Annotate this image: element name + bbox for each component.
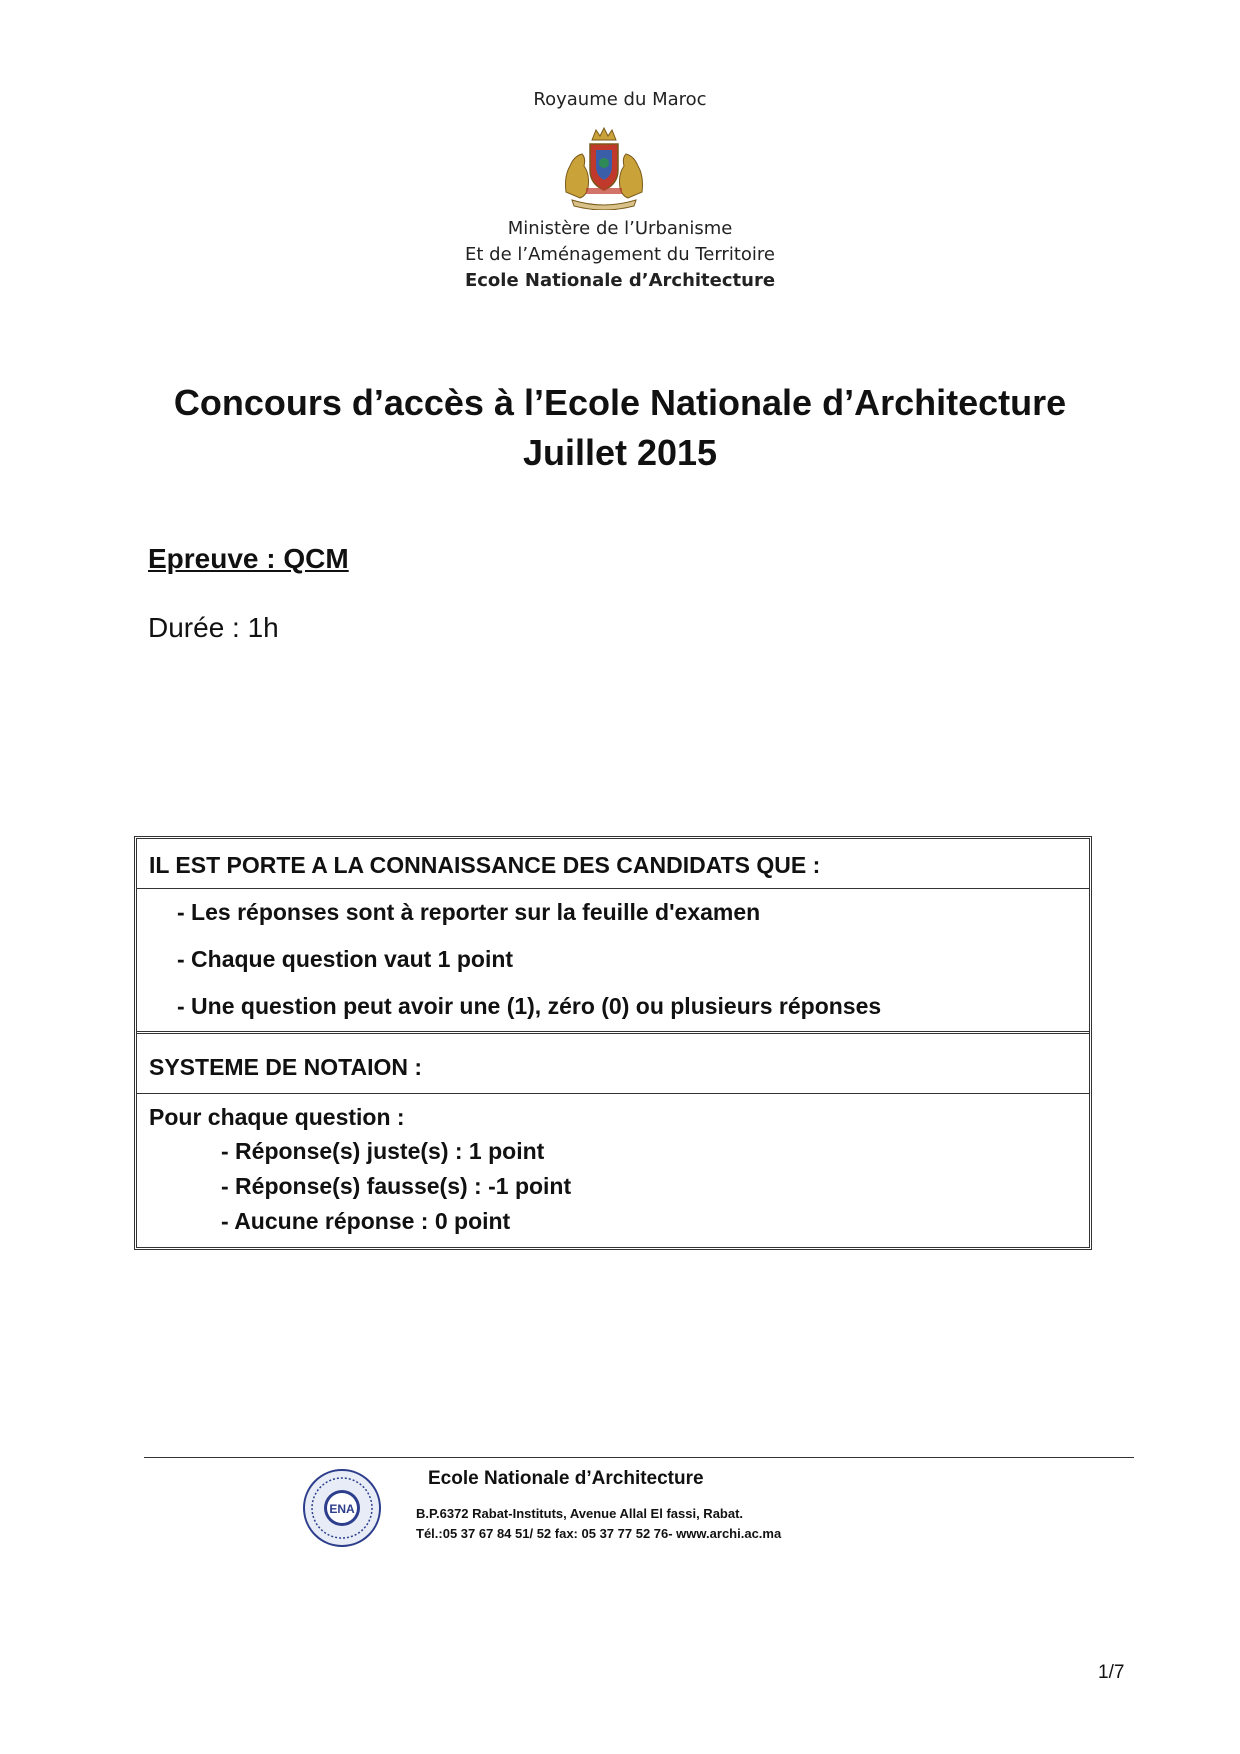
school-name: Ecole Nationale d’Architecture [464,270,776,291]
ministry-line-2: Et de l’Aménagement du Territoire [465,244,775,265]
title-line-2: Juillet 2015 [522,432,718,473]
seal-text: ENA [329,1502,355,1516]
instructions-list [137,889,1089,1034]
notation-item: - Réponse(s) fausse(s) : -1 point [221,1173,572,1199]
kingdom-label: Royaume du Maroc [533,89,707,110]
instructions-heading: IL EST PORTE A LA CONNAISSANCE DES CANDIDATS QUE : [137,839,1089,889]
notation-list [137,1094,1089,1244]
footer-divider [144,1457,1134,1458]
instruction-item: - Une question peut avoir une (1), zéro (0) ou plusieurs réponses [177,993,882,1019]
instruction-item: - Chaque question vaut 1 point [177,946,514,972]
page-number: 1/7 [1098,1662,1125,1683]
school-seal-icon [302,1468,382,1548]
ministry-block [0,216,1240,294]
title-line-1: Concours d’accès à l’Ecole Nationale d’Architecture [173,382,1067,423]
notation-lead: Pour chaque question : [149,1104,405,1130]
footer-school-name: Ecole Nationale d’Architecture [428,1468,704,1489]
ministry-line-1: Ministère de l’Urbanisme [507,218,733,239]
footer-contact: Tél.:05 37 67 84 51/ 52 fax: 05 37 77 52 76- www.archi.ac.ma [416,1526,782,1541]
page-title [0,378,1240,478]
epreuve-label: Epreuve : QCM [148,543,349,574]
notation-item: - Aucune réponse : 0 point [221,1208,511,1234]
duree-label: Durée : 1h [148,612,279,643]
instruction-item: - Les réponses sont à reporter sur la feuille d'examen [177,899,761,925]
coat-of-arms-icon [556,126,652,210]
footer-address: B.P.6372 Rabat-Instituts, Avenue Allal El fassi, Rabat. [416,1506,744,1521]
notation-item: - Réponse(s) juste(s) : 1 point [221,1138,545,1164]
instructions-box [134,836,1092,1250]
notation-heading: SYSTEME DE NOTAION : [137,1034,1089,1094]
